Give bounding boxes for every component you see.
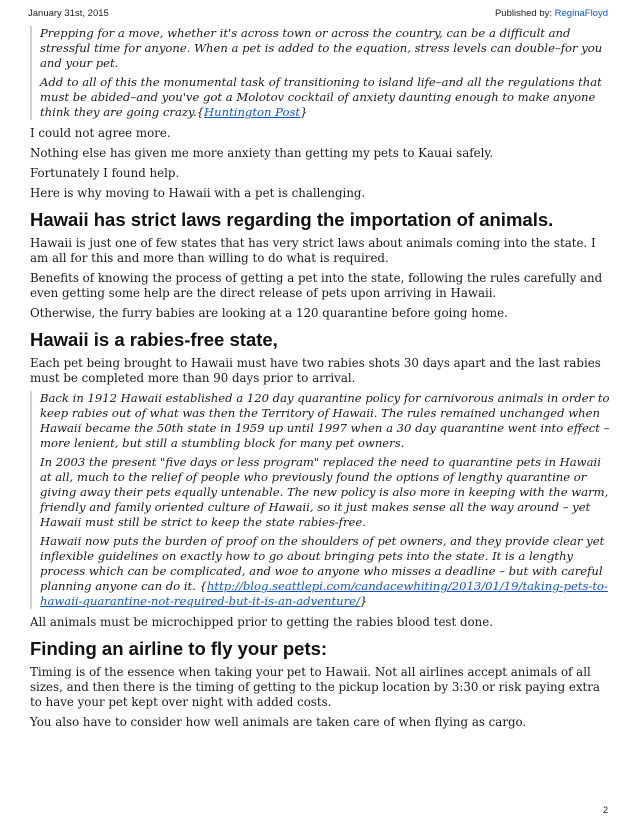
quote-text: Add to all of this the monumental task of transitioning to island life–and all the regulations that must be abided–and you've got a Molotov cocktail of anxiety daunting enough to make anyone think they are going crazy.{	[40, 75, 602, 119]
quote-close: }	[359, 594, 368, 608]
body-paragraph: Here is why moving to Hawaii with a pet is challenging.	[30, 186, 366, 200]
seattlepi-quote	[30, 391, 610, 609]
quote-close: }	[300, 105, 308, 119]
page-header	[28, 8, 608, 22]
author-link[interactable]: ReginaFloyd	[554, 8, 608, 19]
body-paragraph: Nothing else has given me more anxiety than getting my pets to Kauai safely.	[30, 146, 494, 160]
published-by-label: Published by:	[494, 8, 555, 19]
body-paragraph: Otherwise, the furry babies are looking at a 120 quarantine before going home.	[30, 306, 508, 320]
section-heading-rabies-free: Hawaii is a rabies-free state,	[30, 329, 278, 350]
page-number: 2	[602, 805, 608, 815]
body-paragraph: Each pet being brought to Hawaii must have two rabies shots 30 days apart and the last rabies must be completed more than 90 days prior to arrival.	[30, 356, 601, 385]
quote-text: Hawaii now puts the burden of proof on the shoulders of pet owners, and they provide clear yet inflexible guidelines on exactly how to go about bringing pets into the state. It is a lengthy process which can be complicated, and woe to anyone who misses a deadline – but with careful planning anyone can do it. {	[40, 534, 605, 593]
body-paragraph: All animals must be microchipped prior to getting the rabies blood test done.	[30, 615, 493, 629]
huntington-post-link[interactable]: Huntington Post	[204, 105, 301, 119]
article-body	[30, 26, 610, 735]
header-date: January 31st, 2015	[28, 8, 109, 19]
quote-paragraph: Prepping for a move, whether it's across town or across the country, can be a difficult and stressful time for anyone. When a pet is added to the equation, stress levels can double–for you and your pet.	[40, 26, 603, 70]
seattlepi-link[interactable]: http://blog.seattlepi.com/candacewhiting/2013/01/19/taking-pets-to-hawaii-quarantine-not-required-but-it-is-an-adventure/	[40, 579, 608, 608]
quote-paragraph: In 2003 the present "five days or less program" replaced the need to quarantine pets in Hawaii at all, much to the relief of people who previously found the options of lengthy quarantine or giving away their pets equally untenable. The new policy is also more in keeping with the warm, friendly and family oriented culture of Hawaii, so it just makes sense all the way around – yet Hawaii must still be strict to keep the state rabies-free.	[40, 455, 609, 529]
quote-paragraph: Back in 1912 Hawaii established a 120 day quarantine policy for carnivorous animals in order to keep rabies out of what was then the Territory of Hawaii. The rules remained unchanged when Hawaii became the 50th state in 1959 up until 1997 when a 30 day quarantine went into effect – more lenient, but still a stumbling block for many pet owners.	[40, 391, 610, 450]
body-paragraph: Hawaii is just one of few states that has very strict laws about animals coming into the state. I am all for this and more than willing to do what is required.	[30, 236, 596, 265]
section-heading-strict-laws: Hawaii has strict laws regarding the importation of animals.	[30, 209, 554, 230]
section-heading-airline: Finding an airline to fly your pets:	[30, 638, 328, 659]
huntington-post-quote	[30, 26, 610, 120]
quote-paragraph	[40, 534, 610, 609]
header-published-by	[495, 8, 608, 19]
body-paragraph: Benefits of knowing the process of getting a pet into the state, following the rules carefully and even getting some help are the direct release of pets upon arriving in Hawaii.	[30, 271, 603, 300]
body-paragraph: Fortunately I found help.	[30, 166, 180, 180]
body-paragraph: Timing is of the essence when taking your pet to Hawaii. Not all airlines accept animals of all sizes, and then there is the timing of getting to the pickup location by 3:30 or risk paying extra to have your pet kept over night with added costs.	[30, 665, 600, 709]
quote-paragraph	[40, 75, 610, 120]
body-paragraph: You also have to consider how well animals are taken care of when flying as cargo.	[30, 715, 527, 729]
body-paragraph: I could not agree more.	[30, 126, 171, 140]
